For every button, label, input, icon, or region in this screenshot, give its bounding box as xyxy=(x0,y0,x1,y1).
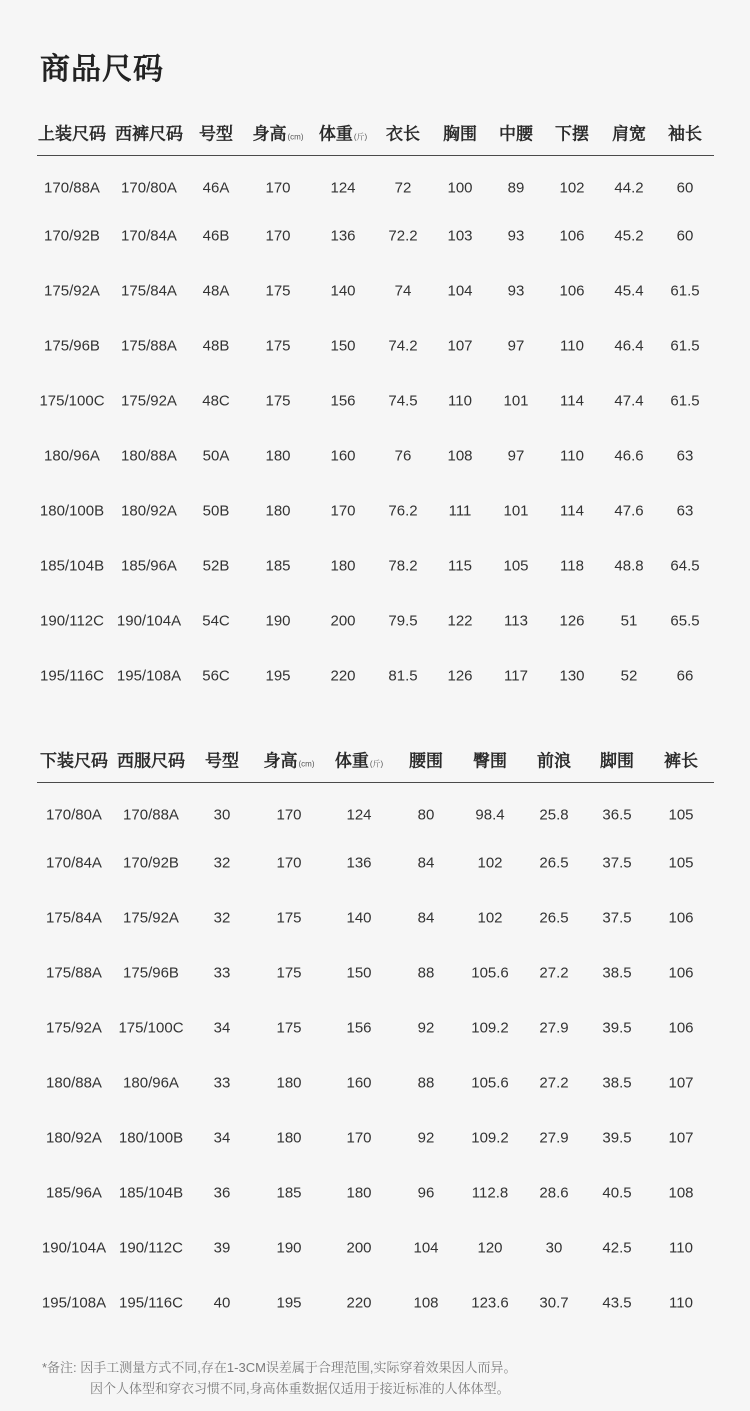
table-cell: 72 xyxy=(394,179,412,197)
table-cell: 56C xyxy=(202,667,230,685)
table-cell: 180/100B xyxy=(118,1129,184,1147)
table-cell: 81.5 xyxy=(388,667,418,685)
table-cell: 170/88A xyxy=(44,179,100,197)
table-cell: 140 xyxy=(330,282,356,300)
table-cell: 60 xyxy=(676,227,694,245)
table-cell: 61.5 xyxy=(670,282,700,300)
table-cell: 79.5 xyxy=(388,612,418,630)
table-cell: 110 xyxy=(560,447,584,465)
table-cell: 180/92A xyxy=(121,502,177,520)
table-cell: 185 xyxy=(276,1184,302,1202)
column-header xyxy=(443,120,477,145)
table-cell: 112.8 xyxy=(471,1184,509,1202)
column-header xyxy=(115,120,183,145)
column-header xyxy=(499,120,533,145)
table-cell: 170 xyxy=(276,806,302,824)
table-cell: 156 xyxy=(346,1019,372,1037)
table-cell: 123.6 xyxy=(471,1294,509,1312)
table-cell: 170/84A xyxy=(46,854,102,872)
table-cell: 117 xyxy=(504,667,528,685)
table-cell: 200 xyxy=(346,1239,372,1257)
size-note xyxy=(42,1357,517,1399)
column-header xyxy=(612,120,646,145)
table-cell: 36.5 xyxy=(602,806,632,824)
table-cell: 122 xyxy=(447,612,473,630)
table-cell: 102 xyxy=(477,854,503,872)
table-cell: 32 xyxy=(213,854,231,872)
table-cell: 46.4 xyxy=(614,337,644,355)
table-cell: 80 xyxy=(417,806,435,824)
table-cell: 109.2 xyxy=(471,1019,509,1037)
column-header xyxy=(38,120,106,145)
table-cell: 113 xyxy=(504,612,528,630)
table-cell: 46A xyxy=(202,179,230,197)
table-cell: 88 xyxy=(417,964,435,982)
table-cell: 114 xyxy=(560,392,584,410)
table-cell: 175/88A xyxy=(121,337,177,355)
table-cell: 39.5 xyxy=(602,1129,632,1147)
table-cell: 47.6 xyxy=(614,502,644,520)
table-cell: 180 xyxy=(346,1184,372,1202)
table-cell: 74.2 xyxy=(388,337,418,355)
table-cell: 170 xyxy=(330,502,356,520)
table-cell: 170/84A xyxy=(121,227,177,245)
table-cell: 110 xyxy=(560,337,584,355)
table-cell: 170/92B xyxy=(123,854,179,872)
table-cell: 106 xyxy=(559,227,585,245)
table-cell: 160 xyxy=(346,1074,372,1092)
table-cell: 108 xyxy=(668,1184,694,1202)
table-cell: 118 xyxy=(560,557,584,575)
table-cell: 220 xyxy=(330,667,356,685)
table-cell: 88 xyxy=(417,1074,435,1092)
column-header xyxy=(668,120,702,145)
header-label: 号型 xyxy=(199,124,233,144)
table-cell: 175/88A xyxy=(46,964,102,982)
note-line-2: 因个人体型和穿衣习惯不同,身高体重数据仅适用于接近标准的人体体型。 xyxy=(90,1381,510,1396)
table-cell: 27.2 xyxy=(539,1074,569,1092)
table-cell: 45.2 xyxy=(614,227,644,245)
table-cell: 34 xyxy=(213,1129,231,1147)
table-cell: 200 xyxy=(330,612,356,630)
table-cell: 107 xyxy=(668,1129,694,1147)
table-cell: 190 xyxy=(276,1239,302,1257)
table-cell: 102 xyxy=(559,179,585,197)
table-cell: 180 xyxy=(265,502,291,520)
table-cell: 54C xyxy=(202,612,230,630)
table-cell: 100 xyxy=(447,179,473,197)
column-header xyxy=(205,747,239,772)
table-cell: 74 xyxy=(394,282,412,300)
table-cell: 48.8 xyxy=(614,557,644,575)
table-cell: 150 xyxy=(346,964,372,982)
header-unit: (cm) xyxy=(298,759,315,769)
header-label: 号型 xyxy=(205,751,239,771)
header-unit: (cm) xyxy=(287,132,304,142)
column-header xyxy=(409,747,443,772)
table-cell: 27.2 xyxy=(539,964,569,982)
table-cell: 30 xyxy=(545,1239,563,1257)
table-cell: 52B xyxy=(202,557,230,575)
table-cell: 170 xyxy=(265,227,291,245)
table-cell: 150 xyxy=(330,337,356,355)
table-cell: 51 xyxy=(620,612,638,630)
table-cell: 37.5 xyxy=(602,854,632,872)
table-cell: 175/96B xyxy=(44,337,100,355)
table-cell: 28.6 xyxy=(539,1184,569,1202)
table-cell: 136 xyxy=(346,854,372,872)
table-cell: 115 xyxy=(448,557,472,575)
table-cell: 64.5 xyxy=(670,557,700,575)
header-label: 下摆 xyxy=(555,124,589,144)
table-cell: 63 xyxy=(676,502,694,520)
table-cell: 40 xyxy=(213,1294,231,1312)
table-cell: 103 xyxy=(447,227,473,245)
column-header xyxy=(117,747,185,772)
table-cell: 170 xyxy=(265,179,291,197)
table-cell: 195/108A xyxy=(116,667,182,685)
table-cell: 195/116C xyxy=(119,1294,183,1312)
column-header xyxy=(664,747,698,772)
column-header xyxy=(199,120,233,145)
table-cell: 220 xyxy=(346,1294,372,1312)
table-cell: 180 xyxy=(276,1129,302,1147)
table-cell: 175/92A xyxy=(44,282,100,300)
table-cell: 92 xyxy=(417,1019,435,1037)
table-cell: 180/88A xyxy=(46,1074,102,1092)
table-cell: 170/80A xyxy=(46,806,102,824)
table-cell: 120 xyxy=(477,1239,503,1257)
header-label: 臀围 xyxy=(473,751,507,771)
table-cell: 65.5 xyxy=(670,612,700,630)
column-header xyxy=(386,120,420,145)
header-label: 西裤尺码 xyxy=(115,124,183,144)
table-cell: 48C xyxy=(202,392,230,410)
table-cell: 185/96A xyxy=(121,557,177,575)
column-header xyxy=(253,120,304,145)
table-cell: 25.8 xyxy=(539,806,569,824)
table-cell: 190/104A xyxy=(116,612,182,630)
page-title: 商品尺码 xyxy=(40,53,164,86)
table-cell: 107 xyxy=(447,337,473,355)
table-cell: 27.9 xyxy=(539,1019,569,1037)
table-cell: 114 xyxy=(560,502,584,520)
note-line-1: 因手工测量方式不同,存在1-3CM误差属于合理范围,实际穿着效果因人而异。 xyxy=(80,1360,517,1375)
header-label: 体重 xyxy=(318,124,353,144)
table-cell: 175/92A xyxy=(46,1019,102,1037)
table-cell: 108 xyxy=(413,1294,439,1312)
table-cell: 106 xyxy=(559,282,585,300)
table-cell: 180/96A xyxy=(123,1074,179,1092)
table-cell: 98.4 xyxy=(475,806,505,824)
table-cell: 30 xyxy=(213,806,231,824)
header-label: 中腰 xyxy=(499,124,533,144)
table-cell: 175/92A xyxy=(123,909,179,927)
column-header xyxy=(335,747,383,772)
table-cell: 37.5 xyxy=(602,909,632,927)
table-cell: 48B xyxy=(202,337,230,355)
table-cell: 46.6 xyxy=(614,447,644,465)
header-divider xyxy=(37,782,714,783)
table-cell: 33 xyxy=(213,964,231,982)
table-cell: 190 xyxy=(265,612,291,630)
table-cell: 63 xyxy=(676,447,694,465)
table-cell: 97 xyxy=(507,337,525,355)
table-cell: 110 xyxy=(448,392,472,410)
table-cell: 104 xyxy=(447,282,473,300)
table-cell: 185/104B xyxy=(39,557,105,575)
table-cell: 170/92B xyxy=(44,227,100,245)
table-cell: 110 xyxy=(669,1239,693,1257)
table-cell: 108 xyxy=(447,447,473,465)
table-cell: 106 xyxy=(668,964,694,982)
table-cell: 93 xyxy=(507,282,525,300)
table-cell: 110 xyxy=(669,1294,693,1312)
table-cell: 126 xyxy=(559,612,585,630)
column-header xyxy=(319,120,367,145)
table-cell: 92 xyxy=(417,1129,435,1147)
table-cell: 175/84A xyxy=(121,282,177,300)
table-cell: 48A xyxy=(202,282,230,300)
table-cell: 180 xyxy=(265,447,291,465)
table-cell: 26.5 xyxy=(539,909,569,927)
table-cell: 66 xyxy=(676,667,694,685)
table-cell: 185/104B xyxy=(118,1184,184,1202)
table-cell: 124 xyxy=(330,179,356,197)
table-cell: 190/112C xyxy=(119,1239,183,1257)
table-cell: 105 xyxy=(503,557,529,575)
table-cell: 195 xyxy=(276,1294,302,1312)
column-header xyxy=(537,747,571,772)
table-cell: 195 xyxy=(265,667,291,685)
table-cell: 33 xyxy=(213,1074,231,1092)
table-cell: 106 xyxy=(668,909,694,927)
table-cell: 180/92A xyxy=(46,1129,102,1147)
table-cell: 50B xyxy=(202,502,230,520)
table-cell: 36 xyxy=(213,1184,231,1202)
column-header xyxy=(555,120,589,145)
header-label: 肩宽 xyxy=(612,124,646,144)
table-cell: 170 xyxy=(346,1129,372,1147)
table-cell: 46B xyxy=(202,227,230,245)
table-cell: 47.4 xyxy=(614,392,644,410)
table-cell: 84 xyxy=(417,854,435,872)
header-label: 体重 xyxy=(334,751,369,771)
table-cell: 26.5 xyxy=(539,854,569,872)
table-cell: 50A xyxy=(202,447,230,465)
table-cell: 106 xyxy=(668,1019,694,1037)
table-cell: 105 xyxy=(668,806,694,824)
table-cell: 190/112C xyxy=(40,612,104,630)
table-cell: 27.9 xyxy=(539,1129,569,1147)
table-cell: 105.6 xyxy=(471,964,509,982)
table-cell: 30.7 xyxy=(539,1294,569,1312)
table-cell: 136 xyxy=(330,227,356,245)
header-label: 胸围 xyxy=(443,124,477,144)
table-cell: 40.5 xyxy=(602,1184,632,1202)
table-cell: 97 xyxy=(507,447,525,465)
header-label: 身高 xyxy=(252,124,287,144)
header-label: 下装尺码 xyxy=(40,751,108,771)
table-cell: 190/104A xyxy=(41,1239,107,1257)
table-cell: 61.5 xyxy=(670,392,700,410)
table-cell: 170 xyxy=(276,854,302,872)
table-cell: 72.2 xyxy=(388,227,418,245)
column-header xyxy=(264,747,315,772)
table-cell: 39 xyxy=(213,1239,231,1257)
table-cell: 175/100C xyxy=(39,392,105,410)
table-cell: 45.4 xyxy=(614,282,644,300)
table-cell: 107 xyxy=(668,1074,694,1092)
table-cell: 43.5 xyxy=(602,1294,632,1312)
table-cell: 185/96A xyxy=(46,1184,102,1202)
table-cell: 180/100B xyxy=(39,502,105,520)
table-cell: 76 xyxy=(394,447,412,465)
column-header xyxy=(40,747,108,772)
table-cell: 124 xyxy=(346,806,372,824)
table-cell: 42.5 xyxy=(602,1239,632,1257)
header-label: 袖长 xyxy=(668,124,702,144)
table-cell: 44.2 xyxy=(614,179,644,197)
table-cell: 102 xyxy=(477,909,503,927)
table-cell: 180/96A xyxy=(44,447,100,465)
table-cell: 156 xyxy=(330,392,356,410)
table-cell: 175 xyxy=(276,1019,302,1037)
table-cell: 180 xyxy=(276,1074,302,1092)
header-label: 裤长 xyxy=(664,751,698,771)
header-label: 身高 xyxy=(263,751,298,771)
table-cell: 126 xyxy=(447,667,473,685)
table-cell: 109.2 xyxy=(471,1129,509,1147)
table-cell: 175/84A xyxy=(46,909,102,927)
table-cell: 175 xyxy=(265,282,291,300)
table-cell: 105.6 xyxy=(471,1074,509,1092)
table-cell: 96 xyxy=(417,1184,435,1202)
table-cell: 101 xyxy=(503,502,529,520)
table-cell: 39.5 xyxy=(602,1019,632,1037)
table-cell: 34 xyxy=(213,1019,231,1037)
table-cell: 175/92A xyxy=(121,392,177,410)
table-cell: 74.5 xyxy=(388,392,418,410)
table-cell: 140 xyxy=(346,909,372,927)
table-cell: 160 xyxy=(330,447,356,465)
table-cell: 38.5 xyxy=(602,1074,632,1092)
header-label: 腰围 xyxy=(409,751,443,771)
table-cell: 52 xyxy=(620,667,638,685)
header-label: 上装尺码 xyxy=(38,124,106,144)
table-cell: 104 xyxy=(413,1239,439,1257)
table-cell: 170/80A xyxy=(121,179,177,197)
header-label: 衣长 xyxy=(386,124,420,144)
table-cell: 195/108A xyxy=(41,1294,107,1312)
header-label: 脚围 xyxy=(600,751,634,771)
table-cell: 130 xyxy=(559,667,585,685)
header-label: 前浪 xyxy=(537,751,571,771)
column-header xyxy=(473,747,507,772)
table-cell: 78.2 xyxy=(388,557,418,575)
table-cell: 101 xyxy=(503,392,529,410)
table-cell: 84 xyxy=(417,909,435,927)
table-cell: 175 xyxy=(276,964,302,982)
column-header xyxy=(600,747,634,772)
table-cell: 175 xyxy=(265,392,291,410)
table-cell: 180 xyxy=(330,557,356,575)
header-label: 西服尺码 xyxy=(117,751,185,771)
header-divider xyxy=(37,155,714,156)
table-cell: 32 xyxy=(213,909,231,927)
table-cell: 93 xyxy=(507,227,525,245)
table-cell: 76.2 xyxy=(388,502,418,520)
table-cell: 180/88A xyxy=(121,447,177,465)
table-cell: 111 xyxy=(448,502,472,520)
header-unit: (斤) xyxy=(369,759,384,769)
table-cell: 185 xyxy=(265,557,291,575)
note-label: *备注: xyxy=(42,1360,77,1375)
table-cell: 175 xyxy=(265,337,291,355)
table-cell: 195/116C xyxy=(40,667,104,685)
table-cell: 170/88A xyxy=(123,806,179,824)
table-cell: 105 xyxy=(668,854,694,872)
table-cell: 175/100C xyxy=(118,1019,184,1037)
table-cell: 175/96B xyxy=(123,964,179,982)
header-unit: (斤) xyxy=(353,132,368,142)
table-cell: 61.5 xyxy=(670,337,700,355)
table-cell: 38.5 xyxy=(602,964,632,982)
table-cell: 89 xyxy=(507,179,525,197)
table-cell: 60 xyxy=(676,179,694,197)
table-cell: 175 xyxy=(276,909,302,927)
